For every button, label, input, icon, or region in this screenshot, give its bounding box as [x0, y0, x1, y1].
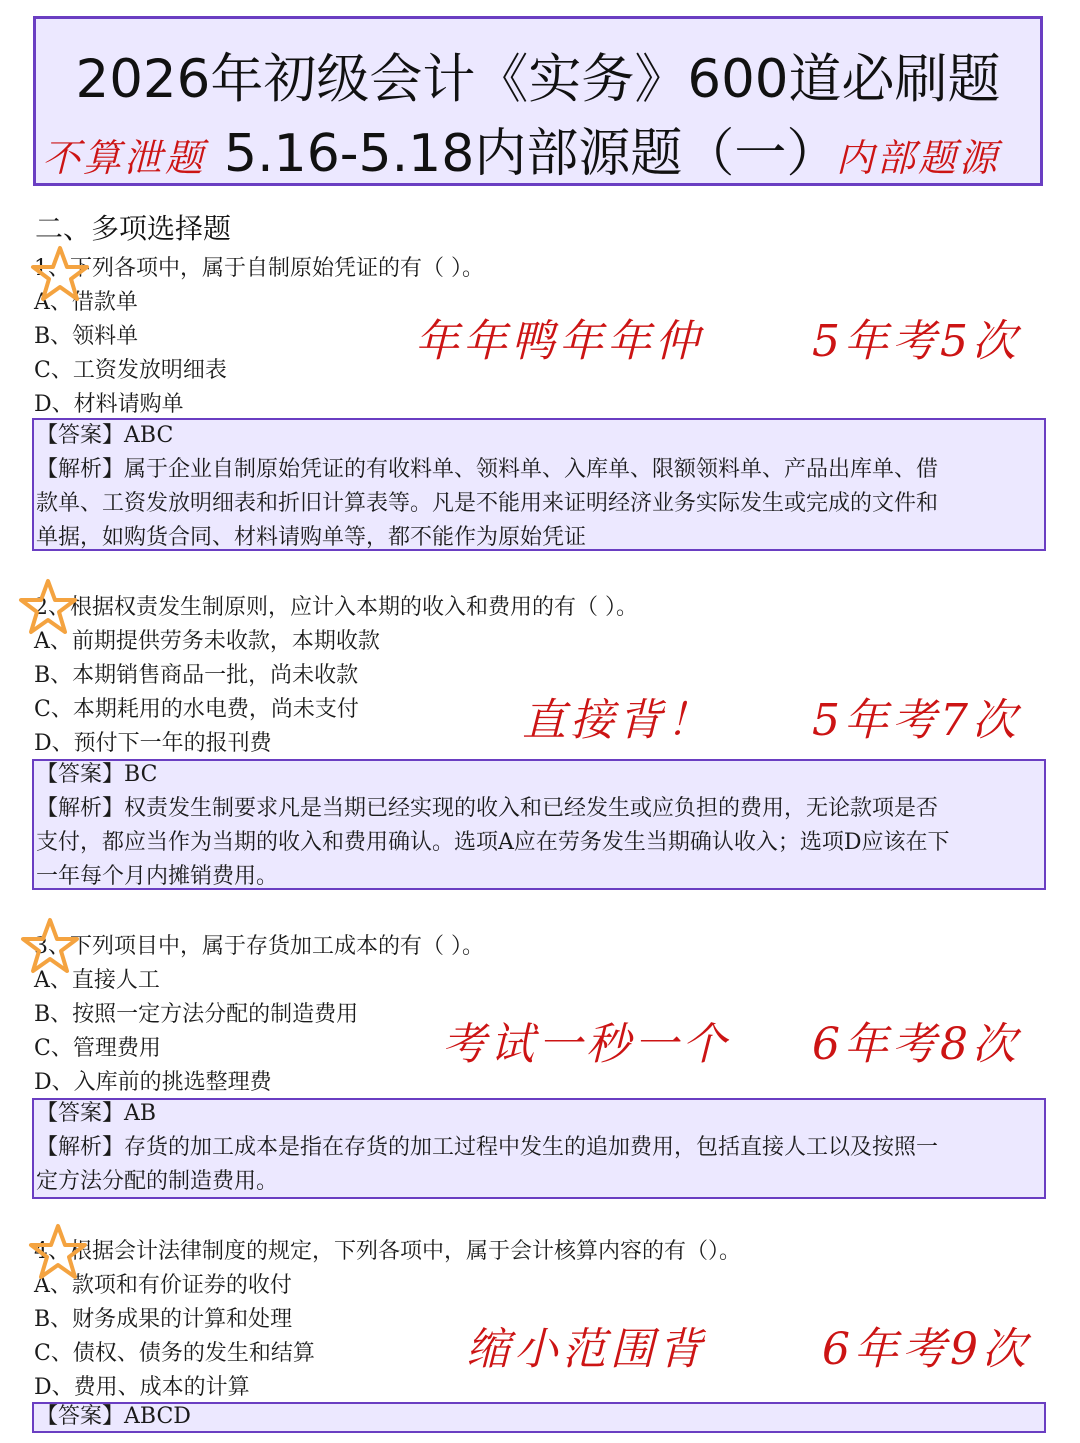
option-a: A、前期提供劳务未收款，本期收款 — [34, 629, 380, 654]
handwritten-exam-count: 5年考7次 — [812, 695, 1020, 746]
answer-line: 【答案】ABC — [36, 423, 174, 448]
question-stem: 3、下列项目中，属于存货加工成本的有（ ）。 — [34, 934, 484, 959]
option-d: D、费用、成本的计算 — [34, 1375, 250, 1400]
page-title: 2026年初级会计《实务》600道必刷题 — [75, 49, 1001, 110]
answer-box — [32, 1402, 1046, 1433]
answer-box — [32, 418, 1046, 551]
option-d: D、材料请购单 — [34, 392, 184, 417]
handwritten-exam-count: 6年考8次 — [812, 1019, 1020, 1070]
analysis-line: 支付，都应当作为当期的收入和费用确认。选项A应在劳务发生当期确认收入；选项D应该在下 — [36, 830, 950, 855]
option-b: B、按照一定方法分配的制造费用 — [34, 1002, 359, 1027]
handwritten-exam-count: 6年考9次 — [822, 1324, 1030, 1375]
answer-line: 【答案】AB — [36, 1101, 157, 1126]
analysis-line: 单据，如购货合同、材料请购单等，都不能作为原始凭证 — [36, 525, 587, 550]
handwritten-comment: 年年鸭年年仲 — [415, 316, 703, 367]
option-c: C、债权、债务的发生和结算 — [34, 1341, 315, 1366]
analysis-line: 定方法分配的制造费用。 — [36, 1169, 279, 1194]
analysis-line: 款单、工资发放明细表和折旧计算表等。凡是不能用来证明经济业务实际发生或完成的文件和 — [36, 491, 939, 516]
handwritten-exam-count: 5年考5次 — [812, 316, 1020, 367]
question-stem: 2、根据权责发生制原则，应计入本期的收入和费用的有（ ）。 — [34, 595, 638, 620]
option-a: A、直接人工 — [34, 968, 160, 993]
question-stem: 1、下列各项中，属于自制原始凭证的有（ ）。 — [34, 256, 484, 281]
analysis-line: 【解析】属于企业自制原始凭证的有收料单、领料单、入库单、限额领料单、产品出库单、借 — [36, 457, 939, 482]
option-b: B、领料单 — [34, 324, 139, 349]
analysis-line: 【解析】存货的加工成本是指在存货的加工过程中发生的追加费用，包括直接人工以及按照一 — [36, 1135, 939, 1160]
section-title: 二、多项选择题 — [35, 212, 232, 245]
handwritten-comment: 直接背！ — [522, 695, 714, 746]
star-icon — [20, 916, 80, 976]
answer-line: 【答案】BC — [36, 762, 158, 787]
handwritten-comment: 缩小范围背 — [466, 1324, 706, 1375]
option-a: A、款项和有价证券的收付 — [34, 1273, 292, 1298]
option-d: D、入库前的挑选整理费 — [34, 1070, 272, 1095]
star-icon — [18, 577, 78, 637]
answer-box — [32, 759, 1046, 890]
answer-box — [32, 1098, 1046, 1199]
handwritten-note-right: 内部题源 — [836, 136, 1001, 180]
handwritten-note-left: 不算泄题 — [42, 136, 207, 180]
option-a: A、借款单 — [34, 290, 138, 315]
handwritten-comment: 考试一秒一个 — [442, 1019, 730, 1070]
star-icon — [30, 244, 90, 304]
page-subtitle: 5.16-5.18内部源题（一） — [224, 124, 839, 184]
analysis-line: 一年每个月内摊销费用。 — [36, 864, 279, 889]
analysis-line: 【解析】权责发生制要求凡是当期已经实现的收入和已经发生或应负担的费用，无论款项是否 — [36, 796, 939, 821]
option-c: C、工资发放明细表 — [34, 358, 227, 383]
option-c: C、管理费用 — [34, 1036, 161, 1061]
star-icon — [28, 1222, 88, 1282]
answer-line: 【答案】ABCD — [36, 1404, 191, 1429]
option-b: B、财务成果的计算和处理 — [34, 1307, 293, 1332]
option-d: D、预付下一年的报刊费 — [34, 731, 272, 756]
option-c: C、本期耗用的水电费，尚未支付 — [34, 697, 359, 722]
question-stem: 4、根据会计法律制度的规定，下列各项中，属于会计核算内容的有（）。 — [34, 1239, 741, 1264]
option-b: B、本期销售商品一批，尚未收款 — [34, 663, 359, 688]
title-banner — [33, 16, 1043, 186]
